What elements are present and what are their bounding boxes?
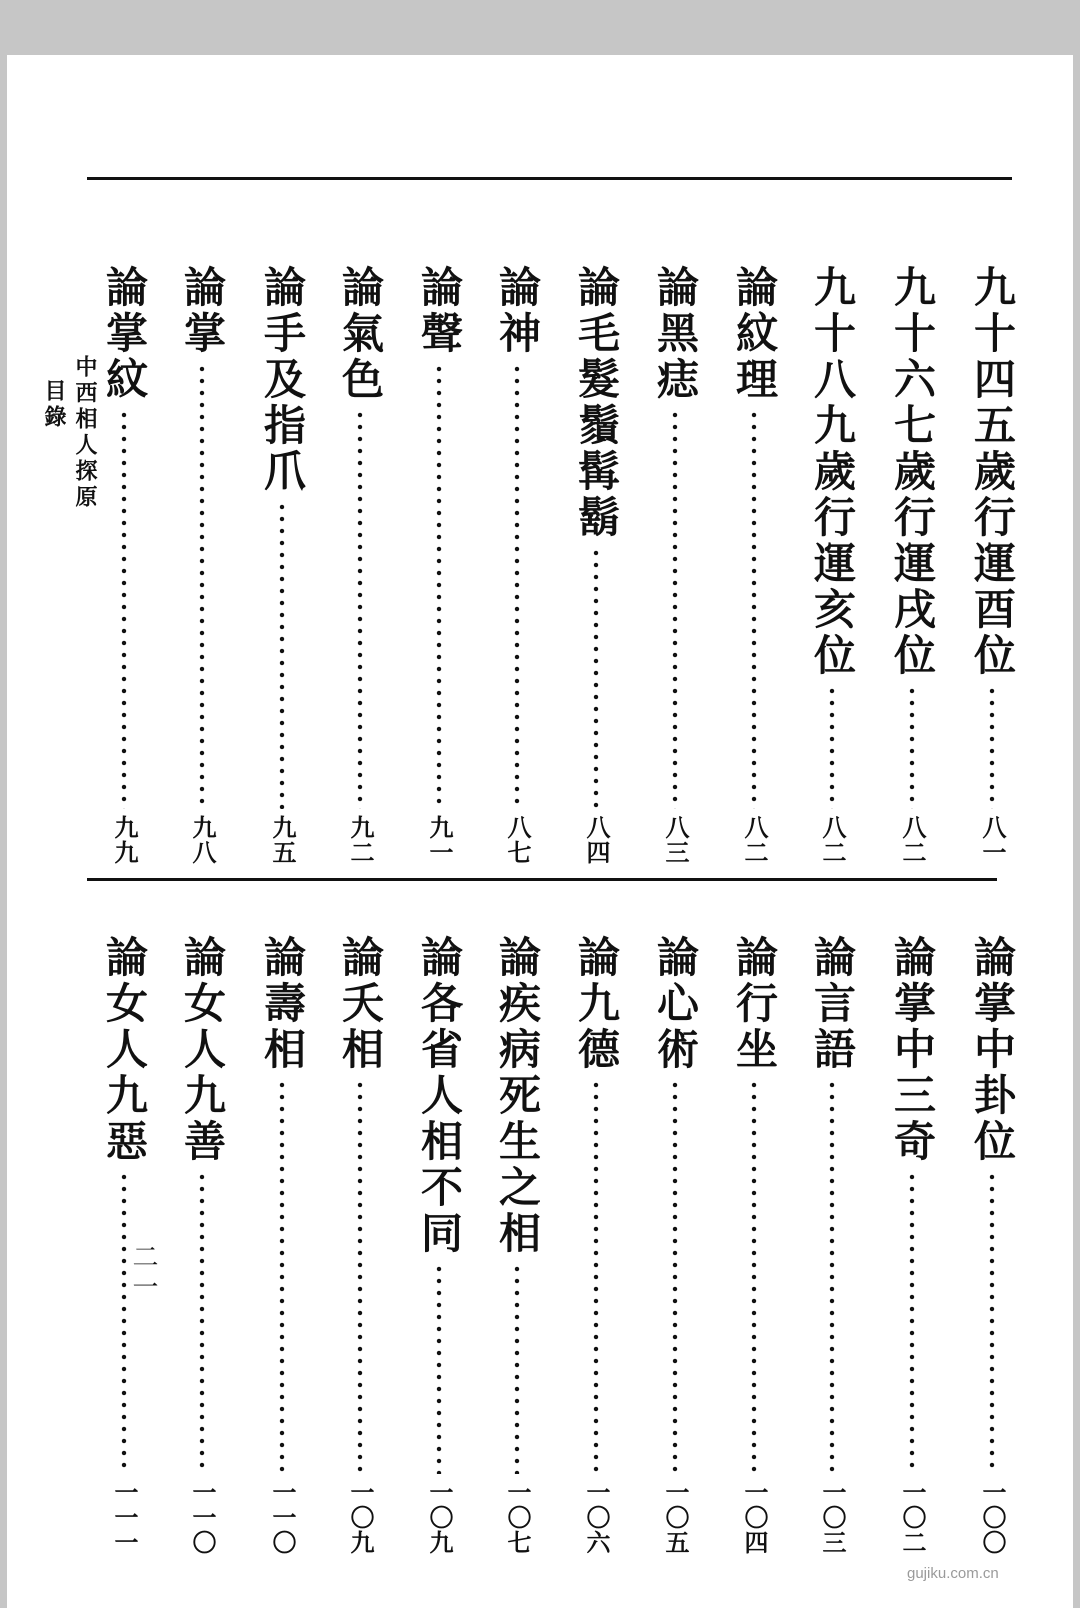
entry-title: 論毛髮鬚髯鬍 xyxy=(572,265,621,541)
page-number: 二一 xyxy=(128,1243,158,1303)
leader-dots xyxy=(357,1079,363,1474)
entry-title: 論九德 xyxy=(572,935,621,1073)
entry-page-number: 一〇九 xyxy=(346,1480,375,1555)
entry-title: 論夭相 xyxy=(336,935,385,1073)
entry-page-number: 八二 xyxy=(818,815,847,865)
entry-page-number: 八二 xyxy=(740,815,769,865)
entry-title: 論壽相 xyxy=(258,935,307,1073)
entry-page-number: 八三 xyxy=(661,815,690,865)
leader-dots xyxy=(989,685,995,809)
entry-page-number: 八一 xyxy=(978,815,1007,865)
toc-entry xyxy=(807,265,857,865)
entry-page-number: 一〇七 xyxy=(503,1480,532,1555)
running-head xyxy=(39,355,101,511)
section-title: 目錄 xyxy=(41,379,67,431)
leader-dots xyxy=(514,363,520,809)
toc-entry xyxy=(887,935,937,1555)
toc-entry xyxy=(99,265,149,865)
entry-page-number: 九一 xyxy=(425,815,454,865)
leader-dots xyxy=(829,685,835,809)
toc-entry xyxy=(571,265,621,865)
entry-title: 論女人九善 xyxy=(178,935,227,1165)
entry-page-number: 一一〇 xyxy=(268,1480,297,1555)
toc-entry xyxy=(335,935,385,1555)
entry-page-number: 一〇〇 xyxy=(978,1480,1007,1555)
toc-entry xyxy=(257,935,307,1555)
entry-title: 論女人九惡 xyxy=(100,935,149,1165)
entry-page-number: 九五 xyxy=(268,815,297,865)
entry-title: 論黑痣 xyxy=(651,265,700,403)
toc-entry xyxy=(571,935,621,1555)
toc-entry xyxy=(887,265,937,865)
leader-dots xyxy=(751,1079,757,1474)
watermark: gujiku.com.cn xyxy=(907,1565,999,1582)
toc-entry xyxy=(414,935,464,1555)
toc-entry xyxy=(335,265,385,865)
toc-entry xyxy=(967,265,1017,865)
toc-entry xyxy=(492,935,542,1555)
entry-page-number: 九九 xyxy=(110,815,139,865)
leader-dots xyxy=(199,1171,205,1474)
top-rule xyxy=(87,177,1012,180)
toc-entry xyxy=(650,265,700,865)
entry-title: 論掌 xyxy=(178,265,227,357)
leader-dots xyxy=(593,1079,599,1474)
entry-title: 論神 xyxy=(493,265,542,357)
leader-dots xyxy=(829,1079,835,1474)
entry-title: 論掌中三奇 xyxy=(888,935,937,1165)
leader-dots xyxy=(199,363,205,809)
leader-dots xyxy=(593,547,599,809)
leader-dots xyxy=(989,1171,995,1474)
entry-page-number: 一〇九 xyxy=(425,1480,454,1555)
toc-entry xyxy=(807,935,857,1555)
entry-title: 論心術 xyxy=(651,935,700,1073)
book-page xyxy=(7,55,1073,1608)
entry-title: 論各省人相不同 xyxy=(415,935,464,1257)
entry-page-number: 一一一 xyxy=(110,1480,139,1555)
leader-dots xyxy=(672,1079,678,1474)
toc-entry xyxy=(650,935,700,1555)
toc-entry xyxy=(729,935,779,1555)
entry-page-number: 一〇二 xyxy=(898,1480,927,1555)
leader-dots xyxy=(436,1263,442,1474)
entry-page-number: 一〇四 xyxy=(740,1480,769,1555)
toc-entry xyxy=(177,935,227,1555)
leader-dots xyxy=(751,409,757,809)
entry-page-number: 九二 xyxy=(346,815,375,865)
entry-title: 論言語 xyxy=(808,935,857,1073)
entry-page-number: 一〇六 xyxy=(582,1480,611,1555)
toc-entry xyxy=(177,265,227,865)
leader-dots xyxy=(909,1171,915,1474)
toc-entry xyxy=(257,265,307,865)
entry-page-number: 一〇三 xyxy=(818,1480,847,1555)
middle-rule xyxy=(87,878,997,881)
leader-dots xyxy=(279,501,285,809)
leader-dots xyxy=(436,363,442,809)
leader-dots xyxy=(121,1171,127,1474)
book-title: 中西相人探原 xyxy=(72,355,98,511)
entry-title: 論氣色 xyxy=(336,265,385,403)
toc-entry xyxy=(492,265,542,865)
entry-title: 九十八九歲行運亥位 xyxy=(808,265,857,679)
entry-title: 論紋理 xyxy=(730,265,779,403)
entry-page-number: 一一〇 xyxy=(188,1480,217,1555)
leader-dots xyxy=(357,409,363,809)
leader-dots xyxy=(279,1079,285,1474)
entry-page-number: 八四 xyxy=(582,815,611,865)
entry-page-number: 九八 xyxy=(188,815,217,865)
entry-page-number: 八七 xyxy=(503,815,532,865)
entry-title: 論疾病死生之相 xyxy=(493,935,542,1257)
toc-entry xyxy=(99,935,149,1555)
entry-page-number: 八二 xyxy=(898,815,927,865)
entry-title: 論掌紋 xyxy=(100,265,149,403)
toc-entry xyxy=(414,265,464,865)
leader-dots xyxy=(909,685,915,809)
entry-title: 九十六七歲行運戌位 xyxy=(888,265,937,679)
toc-entry xyxy=(729,265,779,865)
entry-title: 論行坐 xyxy=(730,935,779,1073)
leader-dots xyxy=(514,1263,520,1474)
toc-entry xyxy=(967,935,1017,1555)
entry-title: 論掌中卦位 xyxy=(968,935,1017,1165)
leader-dots xyxy=(121,409,127,809)
entry-title: 論聲 xyxy=(415,265,464,357)
entry-page-number: 一〇五 xyxy=(661,1480,690,1555)
leader-dots xyxy=(672,409,678,809)
entry-title: 論手及指爪 xyxy=(258,265,307,495)
entry-title: 九十四五歲行運酉位 xyxy=(968,265,1017,679)
